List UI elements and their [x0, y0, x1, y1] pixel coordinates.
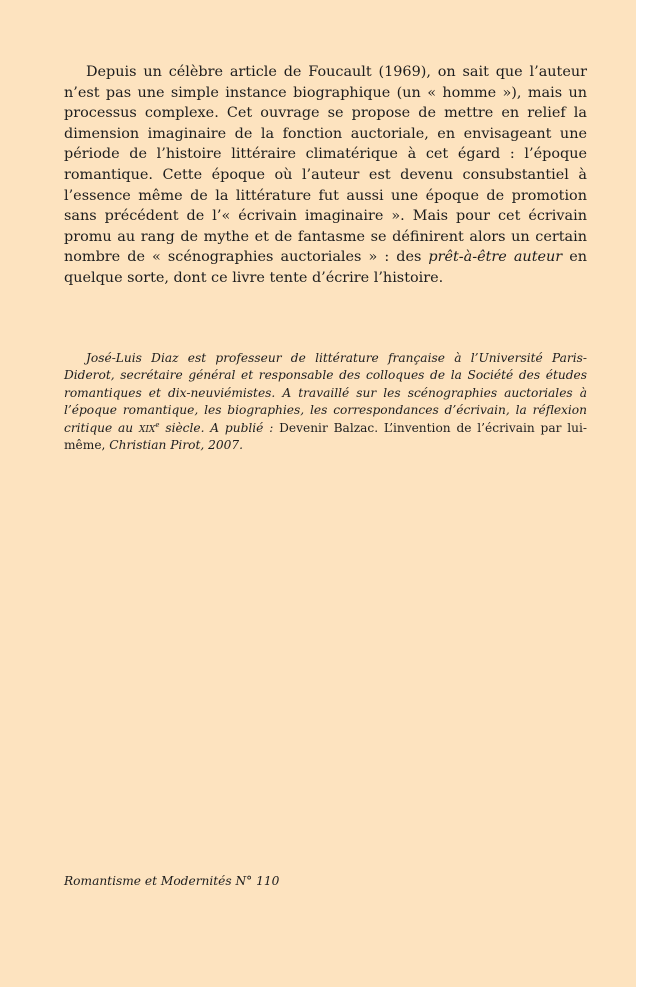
bio-century-sup: e: [155, 420, 160, 429]
bio-book-title: Devenir Balzac. L’invention de l’écrivain par lui-même,: [64, 420, 587, 453]
bio-text-3: Christian Pirot, 2007.: [105, 438, 244, 453]
author-bio: [64, 350, 587, 454]
series-line: Romantisme et Modernités N° 110: [64, 874, 280, 888]
cover-blurb: [64, 62, 587, 289]
blurb-emphasis: prêt-à-être auteur: [428, 249, 563, 266]
bio-text-2: siècle. A publié :: [159, 420, 280, 435]
blurb-text-end: en quelque sorte, dont ce livre tente d’écrire l’histoire.: [64, 249, 587, 286]
blurb-text: Depuis un célèbre article de Foucault (1969), on sait que l’auteur n’est pas une simple instance biographique (un « homme »), mais un processus complexe. Cet ouvrage se propose de mettre en relief la dimension imaginaire de la fonction auctoriale, en envisageant une période de l’histoire littéraire climatérique à cet égard : l’époque romantique. Cette époque où l’auteur est devenu consubstantiel à l’essence même de la littérature fut aussi une époque de promotion sans précédent de l’« écrivain imaginaire ». Mais pour cet écrivain promu au rang de mythe et de fantasme se définirent alors un certain nombre de « scénographies auctoriales » : des: [64, 64, 587, 266]
bio-text: José-Luis Diaz est professeur de littérature française à l’Université Paris-Diderot, secrétaire général et responsable des colloques de la Société des études romantiques et dix-neuviémistes. A travaillé sur les scénographies auctoriales à l’époque romantique, les biographies, les correspondances d’écrivain, la réflexion critique au: [64, 351, 587, 435]
bio-century: xix: [138, 420, 156, 435]
